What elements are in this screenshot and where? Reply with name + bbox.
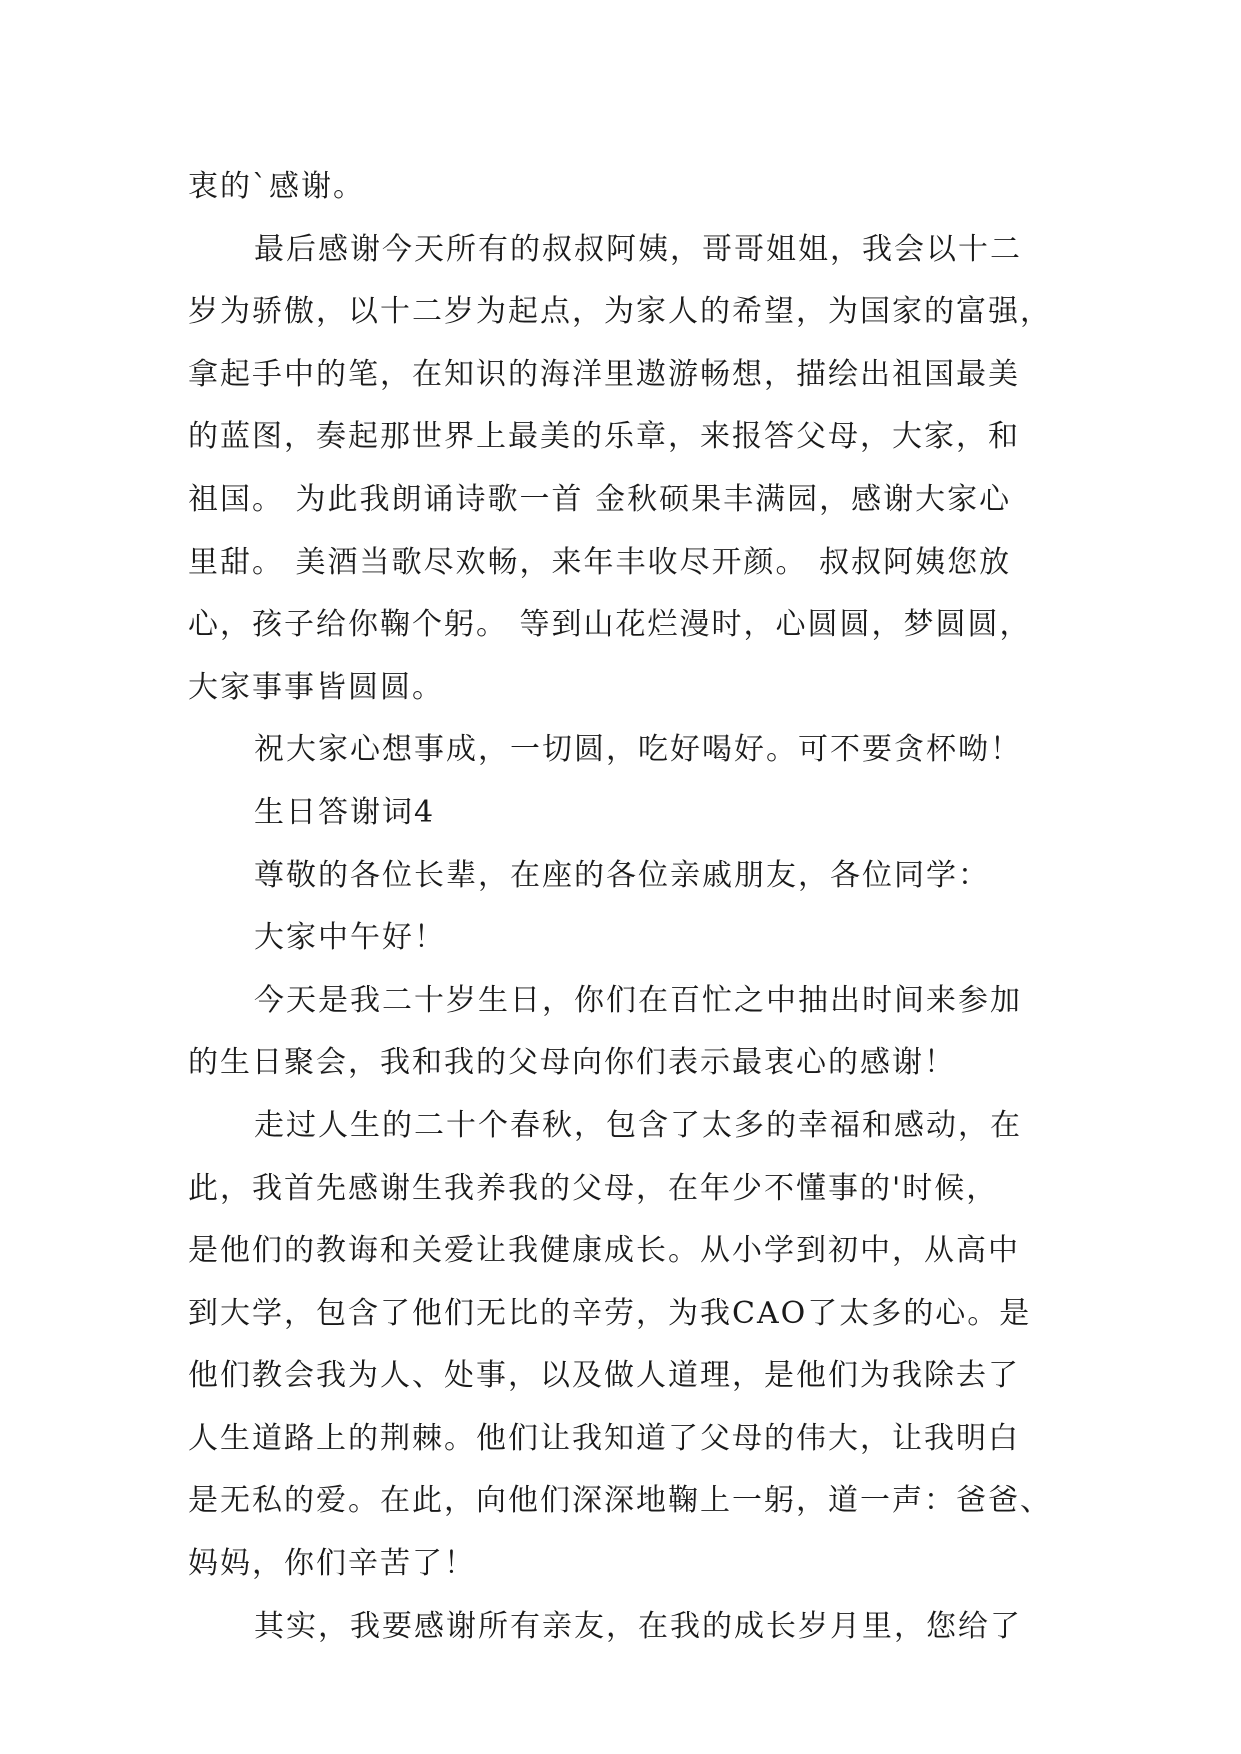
text-line: 拿起手中的笔，在知识的海洋里遨游畅想，描绘出祖国最美 — [188, 356, 1020, 392]
text-line: 衷的`感谢。 — [188, 169, 365, 204]
text-line: 里甜。 美酒当歌尽欢畅，来年丰收尽开颜。 叔叔阿姨您放 — [188, 544, 1012, 580]
text-line: 的蓝图，奏起那世界上最美的乐章，来报答父母，大家，和 — [188, 419, 1020, 455]
text-line: 祝大家心想事成，一切圆，吃好喝好。可不要贪杯呦！ — [254, 732, 1022, 768]
text-line: 他们教会我为人、处事，以及做人道理，是他们为我除去了 — [188, 1358, 1020, 1394]
greeting: 大家中午好！ — [254, 920, 446, 956]
text-line: 走过人生的二十个春秋，包含了太多的幸福和感动，在 — [254, 1107, 1022, 1143]
text-line: 是无私的爱。在此，向他们深深地鞠上一躬，道一声：爸爸、 — [188, 1483, 1052, 1519]
text-line: 大家事事皆圆圆。 — [188, 669, 444, 705]
text-line: 人生道路上的荆棘。他们让我知道了父母的伟大，让我明白 — [188, 1420, 1020, 1456]
text-line: 的生日聚会，我和我的父母向你们表示最衷心的感谢！ — [188, 1045, 956, 1081]
text-line: 最后感谢今天所有的叔叔阿姨，哥哥姐姐，我会以十二 — [254, 231, 1022, 267]
document-text — [188, 156, 1068, 1658]
text-line: 祖国。 为此我朗诵诗歌一首 金秋硕果丰满园，感谢大家心 — [188, 481, 1012, 517]
text-line: 此，我首先感谢生我养我的父母，在年少不懂事的'时候， — [188, 1170, 999, 1206]
text-line: 今天是我二十岁生日，你们在百忙之中抽出时间来参加 — [254, 982, 1022, 1018]
text-line: 岁为骄傲，以十二岁为起点，为家人的希望，为国家的富强， — [188, 294, 1052, 330]
salutation: 尊敬的各位长辈，在座的各位亲戚朋友，各位同学： — [254, 857, 990, 893]
text-line: 妈妈，你们辛苦了！ — [188, 1546, 476, 1582]
text-line: 到大学，包含了他们无比的辛劳，为我CAO了太多的心。是 — [188, 1295, 1032, 1331]
text-line: 心，孩子给你鞠个躬。 等到山花烂漫时，心圆圆，梦圆圆， — [188, 607, 1032, 643]
text-line: 是他们的教诲和关爱让我健康成长。从小学到初中，从高中 — [188, 1233, 1020, 1269]
text-line: 其实，我要感谢所有亲友，在我的成长岁月里，您给了 — [254, 1608, 1022, 1644]
section-heading: 生日答谢词4 — [254, 794, 436, 830]
